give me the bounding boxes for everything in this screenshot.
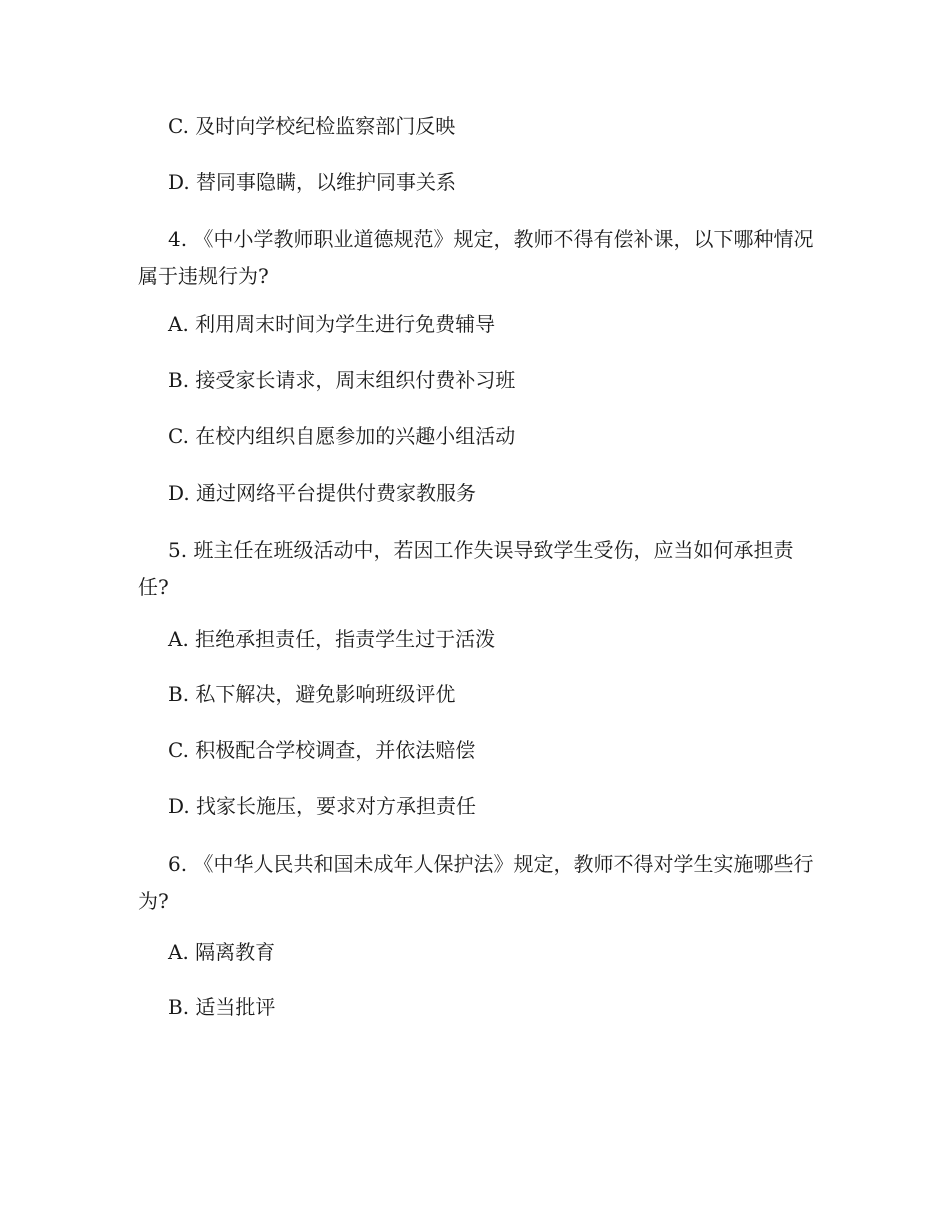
q4-question: 4. 《中小学教师职业道德规范》规定，教师不得有偿补课，以下哪种情况属于违规行为? (138, 227, 814, 288)
q6-option-a: A. 隔离教育 (168, 940, 276, 964)
q6-option-b: B. 适当批评 (168, 995, 276, 1019)
q5-question: 5. 班主任在班级活动中，若因工作失误导致学生受伤，应当如何承担责任? (138, 538, 794, 599)
q5-option-d: D. 找家长施压，要求对方承担责任 (168, 794, 477, 818)
q5-option-b: B. 私下解决，避免影响班级评优 (168, 682, 456, 706)
q5-option-c: C. 积极配合学校调查，并依法赔偿 (168, 738, 476, 762)
q4-option-a: A. 利用周末时间为学生进行免费辅导 (168, 312, 496, 336)
q6-question: 6. 《中华人民共和国未成年人保护法》规定，教师不得对学生实施哪些行为? (138, 852, 814, 913)
q3-option-c: C. 及时向学校纪检监察部门反映 (168, 114, 456, 138)
q4-option-d: D. 通过网络平台提供付费家教服务 (168, 481, 477, 505)
q3-option-d: D. 替同事隐瞒，以维护同事关系 (168, 170, 457, 194)
q5-option-a: A. 拒绝承担责任，指责学生过于活泼 (168, 627, 496, 651)
q4-option-c: C. 在校内组织自愿参加的兴趣小组活动 (168, 424, 516, 448)
q4-option-b: B. 接受家长请求，周末组织付费补习班 (168, 368, 516, 392)
